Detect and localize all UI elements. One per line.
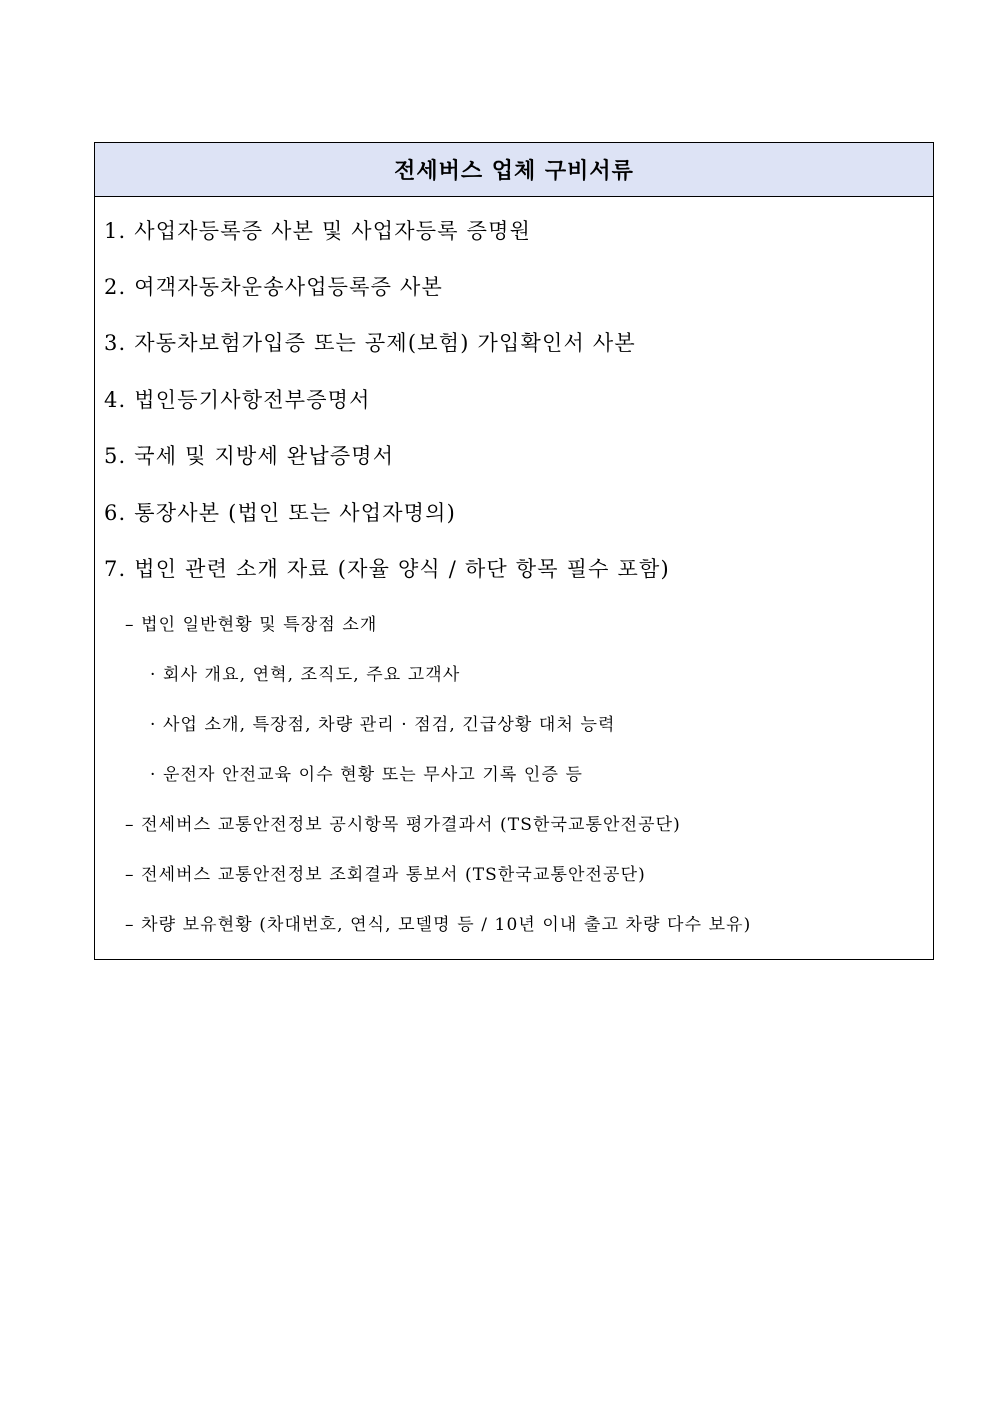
- list-item: 7. 법인 관련 소개 자료 (자율 양식 / 하단 항목 필수 포함): [104, 557, 670, 581]
- sub-list-item: – 차량 보유현황 (차대번호, 연식, 모델명 등 / 10년 이내 출고 차량 다수 보유): [125, 915, 752, 935]
- document-title: 전세버스 업체 구비서류: [95, 143, 933, 197]
- list-item: 6. 통장사본 (법인 또는 사업자명의): [104, 501, 457, 525]
- sub-list-item: – 전세버스 교통안전정보 공시항목 평가결과서 (TS한국교통안전공단): [125, 815, 681, 835]
- required-documents-box: [94, 142, 934, 960]
- sub-list-item: – 법인 일반현황 및 특장점 소개: [125, 615, 378, 635]
- bullet-item: · 사업 소개, 특장점, 차량 관리 · 점검, 긴급상황 대처 능력: [150, 715, 616, 735]
- bullet-item: · 운전자 안전교육 이수 현황 또는 무사고 기록 인증 등: [150, 765, 583, 785]
- bullet-item: · 회사 개요, 연혁, 조직도, 주요 고객사: [150, 665, 461, 685]
- list-item: 3. 자동차보험가입증 또는 공제(보험) 가입확인서 사본: [104, 331, 636, 355]
- list-item: 4. 법인등기사항전부증명서: [104, 388, 371, 412]
- sub-list-item: – 전세버스 교통안전정보 조회결과 통보서 (TS한국교통안전공단): [125, 865, 646, 885]
- list-item: 5. 국세 및 지방세 완납증명서: [104, 444, 395, 468]
- list-item: 1. 사업자등록증 사본 및 사업자등록 증명원: [104, 219, 532, 243]
- list-item: 2. 여객자동차운송사업등록증 사본: [104, 275, 443, 299]
